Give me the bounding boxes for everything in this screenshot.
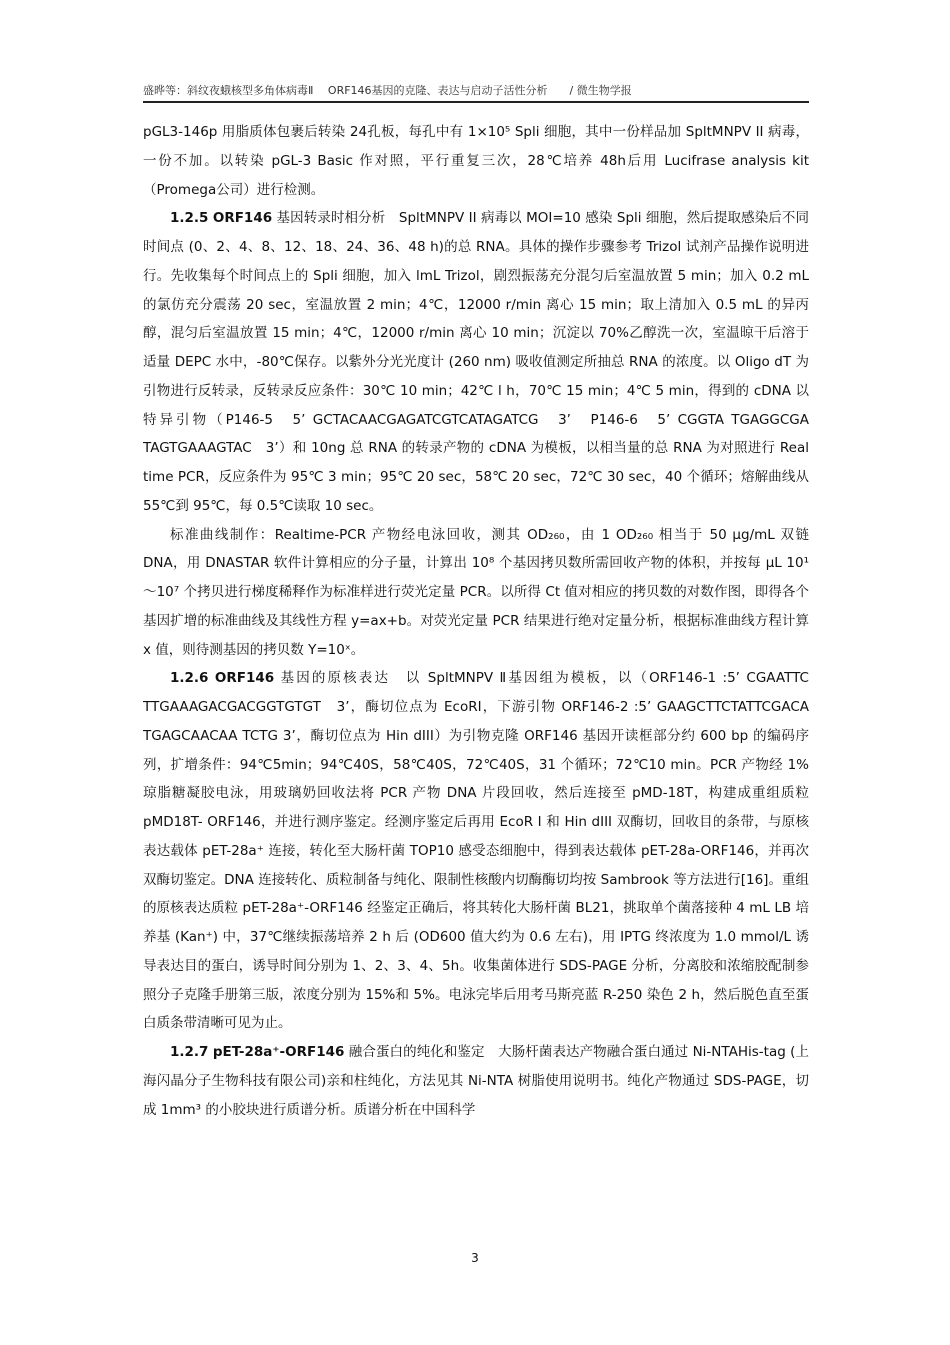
section-number: 1.2.6 xyxy=(170,670,209,687)
section-number: 1.2.7 xyxy=(170,1044,209,1060)
section-body: 基因转录时相分析 SpltMNPV II 病毒以 MOI=10 感染 Spli 细胞，然后提取感染后不同时间点 (0、2、4、8、12、18、24、36、48 h)的总 RNA。具体的操作步骤参考 Trizol 试剂产品操作说明进行。先收集每个时间点上的 Spli 细胞，加入 lmL Trizol，剧烈振荡充分混匀后室温放置 5 min；加入 0.2 mL 的氯仿充分震荡 20 sec，室温放置 2 min；4℃，12000 r/min 离心 15 min；取上清加入 0.5 mL 的异丙醇，混匀后室温放置 15 min；4℃，12000 r/min 离心 10 min；沉淀以 70%乙醇洗一次，室温晾干后溶于适量 DEPC 水中，-80℃保存。以紫外分光光度计 (260 nm) 吸收值测定所抽总 RNA 的浓度。以 Oligo dT 为引物进行反转录，反转录反应条件：30℃ 10 min；42℃ l h，70℃ 15 min；4℃ 5 min，得到的 cDNA 以特异引物（P146-5 5’ GCTACAACGAGATCGTCATAGATCG 3’ P146-6 5’ CGGTA TGAGGCGA TAGTGAAAGTAC 3’）和 10ng 总 RNA 的转录产物的 cDNA 为模板，以相当量的总 RNA 为对照进行 Real time PCR，反应条件为 95℃ 3 min；95℃ 20 sec，58℃ 20 sec，72℃ 30 sec，40 个循环；熔解曲线从 55℃到 95℃，每 0.5℃读取 10 sec。 xyxy=(143,210,809,514)
section-title: ORF146 xyxy=(214,670,275,687)
running-header: 盛晔等：斜纹夜蛾核型多角体病毒Ⅱ ORF146基因的克隆、表达与启动子活性分析 / 微生物学报 xyxy=(143,84,632,97)
section-title: ORF146 xyxy=(212,210,273,227)
body-text xyxy=(143,118,809,1124)
section-number: 1.2.5 xyxy=(170,210,209,227)
section-body: 基因的原核表达 以 SpltMNPV Ⅱ基因组为模板，以（ORF146-1 :5’ CGAATTC TTGAAAGACGACGGTGTGT 3’，酶切位点为 EcoRI，下游引物 ORF146-2 :5’ GAAGCTTCTATTCGACA TGAGCAACAA TCTG 3’，酶切位点为 Hin dIII）为引物克隆 ORF146 基因开读框部分约 600 bp 的编码序列，扩增条件：94℃5min；94℃40S，58℃40S，72℃40S，31 个循环；72℃10 min。PCR 产物经 1%琼脂糖凝胶电泳，用玻璃奶回收法将 PCR 产物 DNA 片段回收，然后连接至 pMD-18T，构建成重组质粒 pMD18T- ORF146，并进行测序鉴定。经测序鉴定后再用 EcoR I 和 Hin dIII 双酶切，回收目的条带，与原核表达载体 pET-28a⁺ 连接，转化至大肠杆菌 TOP10 感受态细胞中，得到表达载体 pET-28a-ORF146，并再次双酶切鉴定。DNA 连接转化、质粒制备与纯化、限制性核酸内切酶酶切均按 Sambrook 等方法进行[16]。重组的原核表达质粒 pET-28a⁺-ORF146 经鉴定正确后，将其转化大肠杆菌 BL21，挑取单个菌落接种 4 mL LB 培养基 (Kan⁺) 中，37℃继续振荡培养 2 h 后 (OD600 值大约为 0.6 左右)，用 IPTG 终浓度为 1.0 mmol/L 诱导表达目的蛋白，诱导时间分别为 1、2、3、4、5h。收集菌体进行 SDS-PAGE 分析，分离胶和浓缩胶配制参照分子克隆手册第三版，浓度分别为 15%和 5%。电泳完毕后用考马斯亮蓝 R-250 染色 2 h，然后脱色直至蛋白质条带清晰可见为止。 xyxy=(143,670,809,1032)
section-title: pET-28a⁺-ORF146 xyxy=(212,1044,345,1060)
section-1-2-5 xyxy=(143,204,809,520)
paragraph-standard-curve: 标准曲线制作：Realtime-PCR 产物经电泳回收，测其 OD₂₆₀，由 1 OD₂₆₀ 相当于 50 μg/mL 双链 DNA，用 DNASTAR 软件计算相应的分子量，计算出 10⁸ 个基因拷贝数所需回收产物的体积，并按每 μL 10¹～10⁷ 个拷贝进行梯度稀释作为标准样进行荧光定量 PCR。以所得 Ct 值对相应的拷贝数的对数作图，即得各个基因扩增的标准曲线及其线性方程 y=ax+b。对荧光定量 PCR 结果进行绝对定量分析，根据标准曲线方程计算 x 值，则待测基因的拷贝数 Y=10ˣ。 xyxy=(143,526,809,658)
header-rule xyxy=(143,101,809,103)
page-number: 3 xyxy=(471,1251,479,1265)
paragraph-transfection: pGL3-146p 用脂质体包裹后转染 24孔板，每孔中有 1×10⁵ Spli 细胞，其中一份样品加 SpltMNPV II 病毒，一份不加。以转染 pGL-3 Basic 作对照，平行重复三次，28℃培养 48h后用 Lucifrase analysis kit （Promega公司）进行检测。 xyxy=(143,124,809,198)
section-1-2-7 xyxy=(143,1038,809,1124)
section-body: 融合蛋白的纯化和鉴定 大肠杆菌表达产物融合蛋白通过 Ni-NTAHis-tag (上海闪晶分子生物科技有限公司)亲和柱纯化，方法见其 Ni-NTA 树脂使用说明书。纯化产物通过 SDS-PAGE，切成 1mm³ 的小胶块进行质谱分析。质谱分析在中国科学 xyxy=(143,1044,809,1118)
section-1-2-6 xyxy=(143,664,809,1038)
